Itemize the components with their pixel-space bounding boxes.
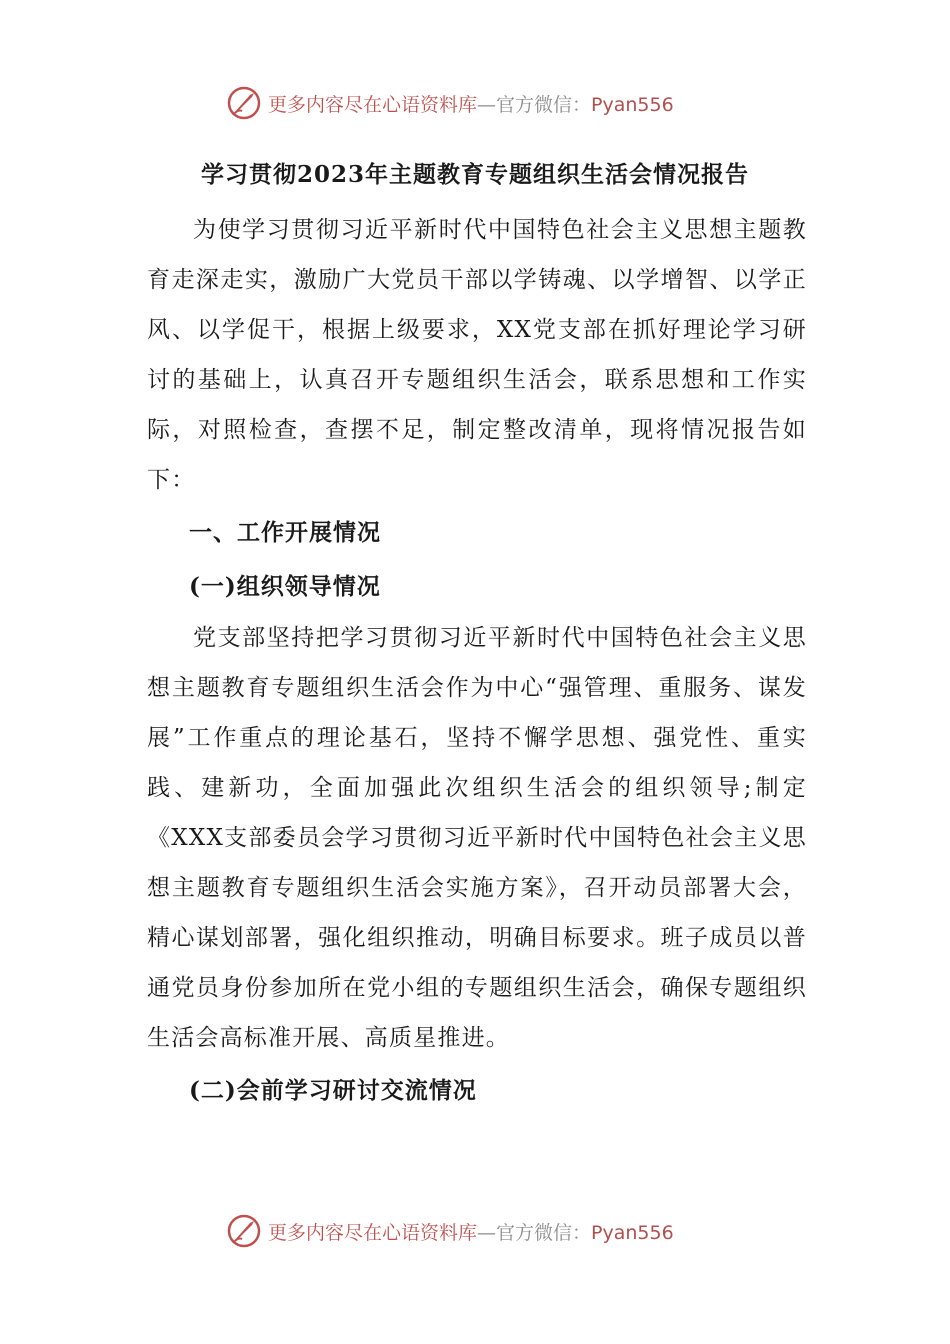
quill-logo-icon (226, 85, 262, 121)
watermark-main: 更多内容尽在心语资料库 (268, 93, 478, 116)
watermark-sub: —官方微信： (477, 1221, 592, 1244)
watermark-main: 更多内容尽在心语资料库 (268, 1221, 478, 1244)
watermark-footer (226, 1211, 674, 1251)
watermark-header (226, 83, 674, 123)
watermark-code: Pyan556 (591, 93, 674, 116)
intro-paragraph: 为使学习贯彻习近平新时代中国特色社会主义思想主题教育走深走实，激励广大党员干部以学铸魂、以学增智、以学正风、以学促干，根据上级要求，XX党支部在抓好理论学习研讨的基础上，认真召开专题组织生活会，联系思想和工作实际，对照检查，查摆不足，制定整改清单，现将情况报告如下： (147, 217, 807, 493)
quill-logo-icon (226, 1213, 262, 1249)
subsection-heading-1: (一)组织领导情况 (189, 573, 381, 600)
subsection-heading-2: (二)会前学习研讨交流情况 (189, 1077, 477, 1104)
watermark-code: Pyan556 (591, 1221, 674, 1244)
watermark-text (268, 90, 674, 117)
organization-paragraph: 党支部坚持把学习贯彻习近平新时代中国特色社会主义思想主题教育专题组织生活会作为中心“强管理、重服务、谋发展”工作重点的理论基石，坚持不懈学思想、强党性、重实践、建新功，全面加强此次组织生活会的组织领导;制定《XXX支部委员会学习贯彻习近平新时代中国特色社会主义思想主题教育专题组织生活会实施方案》，召开动员部署大会，精心谋划部署，强化组织推动，明确目标要求。班子成员以普通党员身份参加所在党小组的专题组织生活会，确保专题组织生活会高标准开展、高质星推进。 (147, 625, 807, 1051)
watermark-text (268, 1218, 674, 1245)
section-heading-1: 一、工作开展情况 (189, 519, 381, 546)
watermark-sub: —官方微信： (477, 93, 592, 116)
document-body (147, 205, 807, 1117)
document-title: 学习贯彻2023年主题教育专题组织生活会情况报告 (200, 161, 749, 188)
